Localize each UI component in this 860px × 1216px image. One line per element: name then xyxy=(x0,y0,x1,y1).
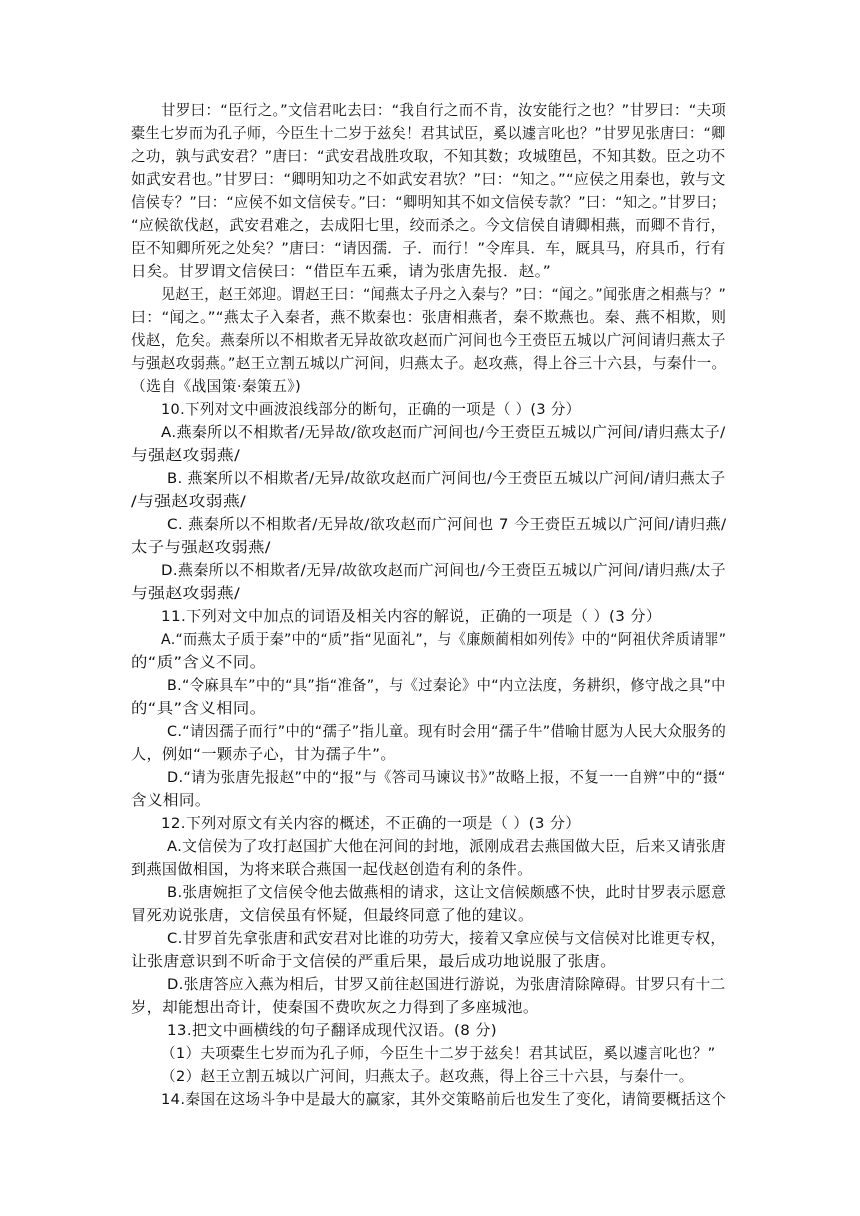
question-heading: 14.秦国在这场斗争中是最大的赢家，其外交策略前后也发生了变化，请简要概括这个 xyxy=(161,1091,727,1108)
text-line: 的“具”含义相同。 xyxy=(131,700,267,717)
text-line: 岁，却能想出奇计，使秦国不费吹灰之力得到了多座城池。 xyxy=(131,999,539,1016)
text-line: 与强赵攻弱燕。”赵王立割五城以广河间，归燕太子。赵攻燕，得上谷三十六县，与秦什一。 xyxy=(131,355,727,372)
option-d: D.燕秦所以不相欺者/无异/故欲攻赵而广河间也/今王赍臣五城以广河间/请归燕/太子 xyxy=(161,562,727,579)
text-line: “应候欲伐赵，武安君难之，去成阳七里，绞而杀之。今文信侯自请卿相燕，而卿不肯行， xyxy=(131,217,726,234)
option-b: B.“令麻具车”中的“具”指“准备”，与《过秦论》中“内立法度，务耕织，修守战之具”中 xyxy=(167,677,726,694)
question-heading: 13.把文中画横线的句子翻译成现代汉语。(8 分) xyxy=(167,1022,497,1039)
text-line: 与强赵攻弱燕/ xyxy=(131,585,241,602)
text-line: /与强赵攻弱燕/ xyxy=(131,493,247,510)
text-line: 甘罗曰：“臣行之。”文信君叱去曰：“我自行之而不肯，汝安能行之也？”甘罗曰：“夫项 xyxy=(161,102,727,119)
translation-item: （2）赵王立割五城以广河间，归燕太子。赵攻燕，得上谷三十六县，与秦什一。 xyxy=(161,1068,694,1085)
question-heading: 11.下列对文中加点的词语及相关内容的解说，正确的一项是（ ）(3 分） xyxy=(161,608,662,625)
text-line: 太子与强赵攻弱燕/ xyxy=(131,539,271,556)
option-c: C. 燕秦所以不相欺者/无异故/欲攻赵而广河间也 7 今王赍臣五城以广河间/请归燕/ xyxy=(167,516,727,533)
text-line: （选自《战国策·秦策五》) xyxy=(131,378,302,395)
question-heading: 12.下列对原文有关内容的概述，不正确的一项是（ ）(3 分） xyxy=(161,815,581,832)
text-line: 见赵王，赵王郊迎。谓赵王曰：“闻燕太子丹之入秦与？”曰：“闻之。”闻张唐之相燕与？” xyxy=(161,286,727,303)
text-line: 冒死劝说张唐，文信侯虽有怀疑，但最终同意了他的建议。 xyxy=(131,907,534,924)
text-line: 让张唐意识到不听命于文信侯的严重后果，最后成功地说服了张唐。 xyxy=(131,953,617,970)
question-heading: 10.下列对文中画波浪线部分的断句，正确的一项是（ ）(3 分） xyxy=(161,401,581,418)
text-line: 之功，孰与武安君？”唐曰：“武安君战胜攻取，不知其数；攻城堕邑，不知其数。臣之功不 xyxy=(131,148,726,165)
option-c: C.“请因孺子而行”中的“孺子”指儿童。现有时会用“孺子牛”借喻甘愿为人民大众服务的 xyxy=(167,723,727,740)
text-line: 含义相同。 xyxy=(131,792,211,809)
text-line: 橐生七岁而为孔子师，今臣生十二岁于兹矣！君其试臣，奚以遽言叱也？”甘罗见张唐曰：“卿 xyxy=(131,125,726,142)
translation-item: （1）夫项橐生七岁而为孔子师，今臣生十二岁于兹矣！君其试臣，奚以遽言叱也？” xyxy=(161,1045,716,1062)
option-b: B. 燕案所以不相欺者/无异/故欲攻赵而广河间也/今王赍臣五城以广河间/请归燕太子 xyxy=(167,470,726,487)
option-b: B.张唐婉拒了文信侯令他去做燕相的请求，这让文信候颇感不快，此时甘罗表示愿意 xyxy=(167,884,727,901)
text-line: 到燕国做相国，为将来联合燕国一起伐赵创造有利的条件。 xyxy=(131,861,533,878)
option-a: A.燕秦所以不相欺者/无异故/欲攻赵而广河间也/今王赍臣五城以广河间/请归燕太子/ xyxy=(161,424,726,441)
option-a: A.“而燕太子质于秦”中的“质”指“见面礼”，与《廉颇蔺相如列传》中的“阿祖伏斧质请罪” xyxy=(161,631,727,648)
text-line: 伐赵，危矣。燕秦所以不相欺者无异故欲攻赵而广河间也今王赍臣五城以广河间请归燕太子 xyxy=(131,332,726,349)
text-line: 如武安君也。”甘罗曰：“卿明知功之不如武安君欤？”曰：“知之。”“应侯之用秦也，敦与文 xyxy=(131,171,726,188)
option-a: A.文信侯为了攻打赵国扩大他在河间的封地，派刚成君去燕国做大臣，后来又请张唐 xyxy=(167,838,727,855)
option-d: D.“请为张唐先报赵”中的“报”与《答司马谏议书》”故略上报，不复一一自辨”中的“摄“ xyxy=(167,769,726,786)
text-line: 的“质”含义不同。 xyxy=(131,654,267,671)
text-line: 人，例如“一颗赤子心，甘为孺子牛”。 xyxy=(131,746,396,763)
text-line: 曰：“闻之。”“燕太子入秦者，燕不欺秦也：张唐相燕者，秦不欺燕也。秦、燕不相欺，则 xyxy=(131,309,727,326)
option-d: D.张唐答应入燕为相后，甘罗又前往赵国进行游说，为张唐清除障碍。甘罗只有十二 xyxy=(167,976,726,993)
text-line: 信侯专？”曰：“应侯不如文信侯专。”曰：“卿明知其不如文信侯专款？”曰：“知之。”甘罗曰； xyxy=(131,194,726,211)
text-line: 臣不知卿所死之处矣？”唐曰：“请因孺．子．而行！”令库具．车，厩具马，府具币，行有 xyxy=(131,240,726,257)
text-line: 与强赵攻弱燕/ xyxy=(131,447,241,464)
text-line: 日矣。甘罗谓文信侯曰：“借臣车五乘，请为张唐先报．赵。” xyxy=(131,263,552,280)
option-c: C.甘罗首先拿张唐和武安君对比谁的功劳大，接着又拿应侯与文信侯对比谁更专权， xyxy=(167,930,726,947)
